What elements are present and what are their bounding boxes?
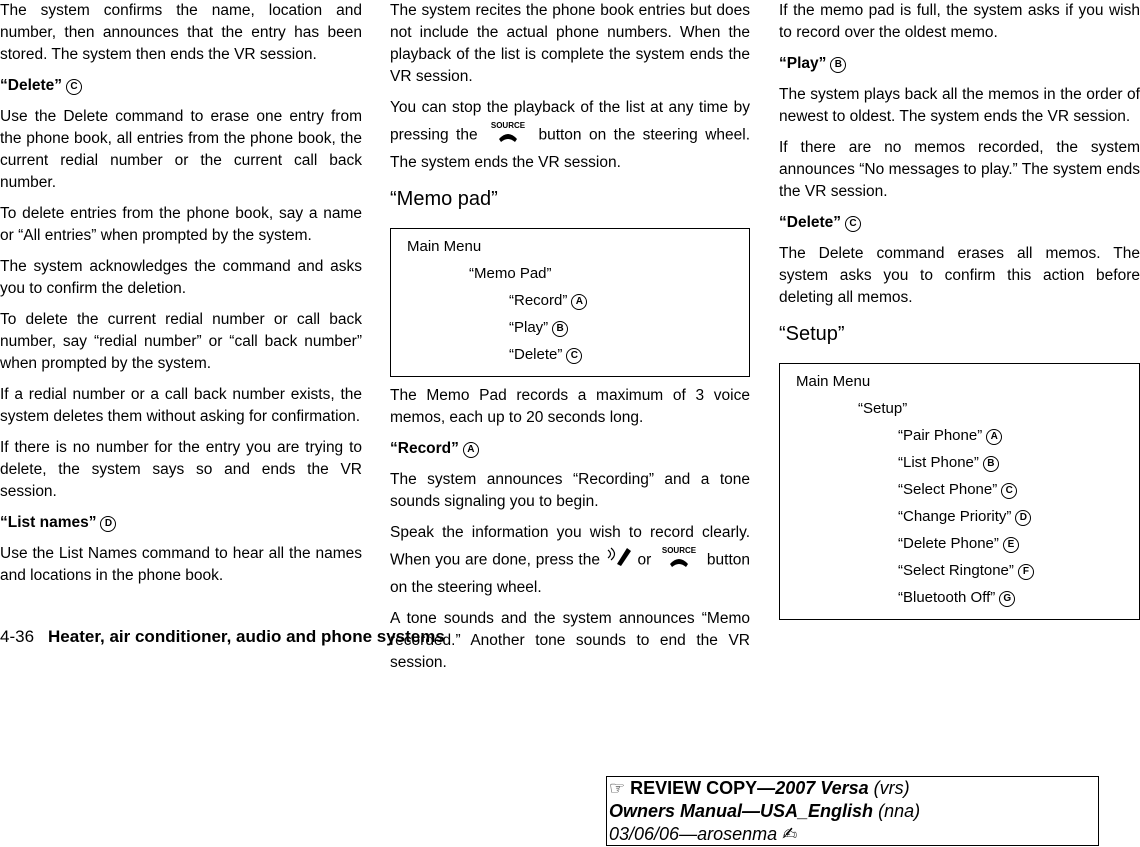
menu-item: [780, 557, 1139, 584]
page-footer: [0, 626, 445, 648]
review-manual-code: (nna): [878, 801, 921, 821]
badge-d: D: [1015, 510, 1031, 526]
text-span: button on the steering wheel. The system ends the VR session.: [390, 126, 750, 171]
writing-hand-icon: ✍: [782, 824, 798, 844]
section-title: Heater, air conditioner, audio and phone systems: [48, 627, 445, 646]
source-button-icon: [485, 119, 531, 152]
text-span: You can stop the playback of the list at any time by pressing the: [390, 99, 750, 144]
menu-item: [391, 341, 749, 368]
memo-pad-title: “Memo pad”: [390, 188, 498, 210]
review-model: 2007 Versa: [775, 778, 869, 798]
badge-d: D: [100, 516, 116, 532]
setup-menu-box: [779, 363, 1140, 620]
menu-item-label: “Record”: [509, 292, 568, 309]
menu-sub: “Memo Pad”: [469, 265, 552, 282]
delete-subheading: [779, 212, 1140, 234]
page-number: 4-36: [0, 627, 35, 646]
badge-a: A: [463, 442, 479, 458]
record-subheading-label: “Record”: [390, 440, 459, 457]
badge-e: E: [1003, 537, 1019, 553]
source-button-icon: [656, 544, 702, 577]
play-subheading: [779, 53, 1140, 75]
menu-item-label: “Select Ringtone”: [898, 562, 1014, 579]
phone-button-icon: [605, 546, 633, 575]
paragraph: The system acknowledges the command and asks you to confirm the deletion.: [0, 258, 362, 297]
menu-item-label: “Delete Phone”: [898, 535, 999, 552]
paragraph: If the memo pad is full, the system asks if you wish to record over the oldest memo.: [779, 2, 1140, 41]
paragraph: To delete the current redial number or call back number, say “redial number” or “call back number” when prompted by the system.: [0, 311, 362, 372]
delete-subheading: [0, 75, 362, 97]
menu-item-label: “Bluetooth Off”: [898, 589, 996, 606]
column-1: [0, 0, 362, 596]
menu-item-label: “Play”: [509, 319, 549, 336]
badge-g: G: [999, 591, 1015, 607]
menu-item-label: “Change Priority”: [898, 508, 1012, 525]
paragraph: To delete entries from the phone book, say a name or “All entries” when prompted by the system.: [0, 205, 362, 244]
paragraph: A tone sounds and the system announces “Memo recorded.” Another tone sounds to end the VR session.: [390, 610, 750, 671]
paragraph: If a redial number or a call back number exists, the system deletes them without asking for confirmation.: [0, 386, 362, 425]
paragraph: [390, 97, 750, 174]
menu-item-label: “Select Phone”: [898, 481, 998, 498]
delete-subheading-label: “Delete”: [779, 214, 842, 231]
paragraph: The system recites the phone book entries but does not include the actual phone numbers. When the playback of the list is complete the system ends the VR session.: [390, 2, 750, 85]
menu-item: [780, 422, 1139, 449]
menu-item-label: “Delete”: [509, 346, 563, 363]
paragraph: The Delete command erases all memos. The system asks you to confirm this action before deleting all memos.: [779, 245, 1140, 306]
paragraph: Use the Delete command to erase one entry from the phone book, all entries from the phone book, the current redial number or the current call back number.: [0, 108, 362, 191]
review-line-3: [609, 823, 1098, 846]
paragraph: Use the List Names command to hear all the names and locations in the phone book.: [0, 545, 362, 584]
menu-item: [780, 449, 1139, 476]
review-line-1: [609, 777, 1098, 800]
badge-c: C: [845, 216, 861, 232]
review-model-code: (vrs): [873, 778, 910, 798]
menu-item: [391, 287, 749, 314]
intro-paragraph: The system confirms the name, location and number, then announces that the entry has been stored. The system then ends the VR session.: [0, 2, 362, 63]
menu-item: [780, 584, 1139, 611]
pointing-hand-icon: ☞: [609, 778, 626, 798]
list-names-subheading: [0, 512, 362, 534]
badge-c: C: [66, 79, 82, 95]
source-label: SOURCE: [662, 546, 697, 555]
play-subheading-label: “Play”: [779, 55, 827, 72]
review-line-2: [609, 800, 1098, 823]
review-copy-box: [606, 776, 1099, 846]
menu-item: [391, 314, 749, 341]
source-label: SOURCE: [490, 121, 526, 130]
column-2: [390, 0, 750, 683]
review-label: REVIEW COPY—: [630, 778, 776, 798]
badge-a: A: [986, 429, 1002, 445]
list-names-subheading-label: “List names”: [0, 514, 97, 531]
menu-item: [780, 476, 1139, 503]
record-subheading: [390, 438, 750, 460]
setup-title: “Setup”: [779, 323, 845, 345]
badge-a: A: [571, 294, 587, 310]
menu-item: [780, 503, 1139, 530]
review-manual: Owners Manual—USA_English: [609, 801, 874, 821]
menu-sub: “Setup”: [858, 400, 908, 417]
badge-c: C: [566, 348, 582, 364]
text-span: or: [637, 551, 652, 569]
column-3: [779, 0, 1140, 628]
menu-item-label: “List Phone”: [898, 454, 979, 471]
memo-pad-menu-box: [390, 228, 750, 377]
paragraph: The system plays back all the memos in the order of newest to oldest. The system ends the VR session.: [779, 86, 1140, 125]
badge-c: C: [1001, 483, 1017, 499]
badge-b: B: [830, 57, 846, 73]
menu-item: [780, 530, 1139, 557]
badge-f: F: [1018, 564, 1034, 580]
paragraph: The system announces “Recording” and a tone sounds signaling you to begin.: [390, 471, 750, 510]
menu-root: Main Menu: [407, 238, 482, 255]
menu-item-label: “Pair Phone”: [898, 427, 983, 444]
badge-b: B: [983, 456, 999, 472]
paragraph: [390, 522, 750, 599]
paragraph: If there are no memos recorded, the system announces “No messages to play.” The system ends the VR session.: [779, 139, 1140, 200]
menu-root: Main Menu: [796, 373, 871, 390]
text-span: button on the steering wheel.: [390, 551, 751, 596]
review-date: 03/06/06—arosenma: [609, 824, 778, 844]
paragraph: The Memo Pad records a maximum of 3 voice memos, each up to 20 seconds long.: [390, 387, 750, 426]
text-span: Speak the information you wish to record clearly. When you are done, press the: [390, 524, 750, 569]
delete-subheading-label: “Delete”: [0, 77, 63, 94]
badge-b: B: [552, 321, 568, 337]
paragraph: If there is no number for the entry you are trying to delete, the system says so and ends the VR session.: [0, 439, 362, 500]
